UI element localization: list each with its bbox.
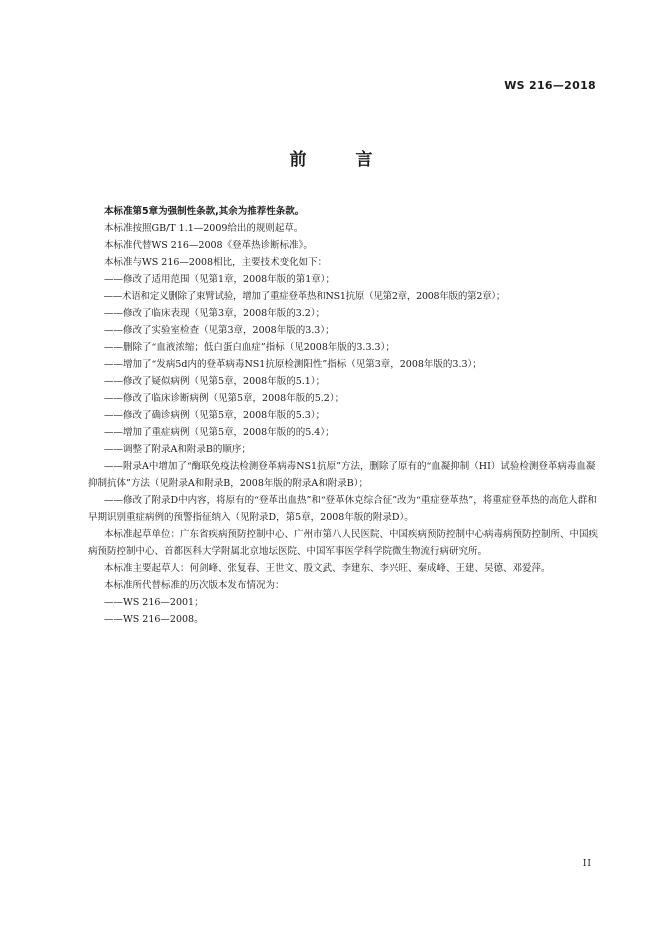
page-number: II [582, 859, 592, 869]
change-item: ——修改了确诊病例（见第5章，2008年版的5.3）； [104, 410, 326, 421]
change-item-appendix-d: ——修改了附录D中内容，将原有的“登革出血热”和“登革休克综合征”改为“重症登革热”，将重症登革热的高危人群和早期识别重症病例的预警指征纳入（见附录D，第5章，2008年版的附录D）。 [88, 495, 597, 523]
paragraph-drafting-units: 本标准起草单位：广东省疾病预防控制中心、广州市第八人民医院、中国疾病预防控制中心病毒病预防控制所、中国疾病预防控制中心、首都医科大学附属北京地坛医院、中国军事医学科学院微生物流行病研究所。 [88, 529, 599, 557]
change-item: ——调整了附录A和附录B的顺序； [104, 444, 251, 455]
paragraph-drafting-rules: 本标准按照GB/T 1.1—2009给出的规则起草。 [104, 223, 304, 234]
change-item: ——删除了“血液浓缩；低白蛋白血症”指标（见2008年版的3.3.3）； [104, 342, 395, 353]
paragraph-mandatory-clause: 本标准第5章为强制性条款,其余为推荐性条款。 [104, 206, 305, 217]
page-title: 前 言 [289, 150, 389, 170]
change-item: ——增加了重症病例（见第5章，2008年版的的5.4）； [104, 427, 335, 438]
change-item-appendix-a: ——附录A中增加了“酶联免疫法检测登革病毒NS1抗原”方法，删除了原有的“血凝抑制（HI）试验检测登革病毒血凝抑制抗体”方法（见附录A和附录B，2008年版的附录A和附录B）； [88, 461, 596, 489]
paragraph-replaces: 本标准代替WS 216—2008《登革热诊断标准》。 [104, 240, 313, 251]
paragraph-drafters: 本标准主要起草人：何剑峰、张复春、王世文、殷文武、李建东、李兴旺、秦成峰、王建、吴德、邓爱萍。 [104, 563, 551, 574]
change-item: ——修改了适用范围（见第1章，2008年版的第1章）； [104, 274, 336, 285]
change-item: ——术语和定义删除了束臂试验，增加了重症登革热和NS1抗原（见第2章，2008年版的第2章）； [103, 291, 506, 302]
change-item: ——修改了疑似病例（见第5章，2008年版的5.1）； [104, 376, 326, 387]
change-item: ——修改了实验室检查（见第3章，2008年版的3.3）； [104, 325, 335, 336]
history-item: ——WS 216—2008。 [104, 614, 204, 625]
change-item: ——修改了临床表现（见第3章，2008年版的3.2）； [104, 308, 326, 319]
history-item: ——WS 216—2001； [104, 597, 204, 608]
standard-code: WS 216—2018 [504, 79, 596, 92]
paragraph-history-intro: 本标准所代替标准的历次版本发布情况为： [104, 580, 285, 591]
change-item: ——增加了“发病5d内的登革病毒NS1抗原检测阳性”指标（见第3章，2008年版的3.3）； [104, 359, 482, 370]
paragraph-changes-intro: 本标准与WS 216—2008相比，主要技术变化如下： [104, 257, 328, 268]
document-body [88, 203, 604, 628]
change-item: ——修改了临床诊断病例（见第5章，2008年版的5.2）； [104, 393, 345, 404]
